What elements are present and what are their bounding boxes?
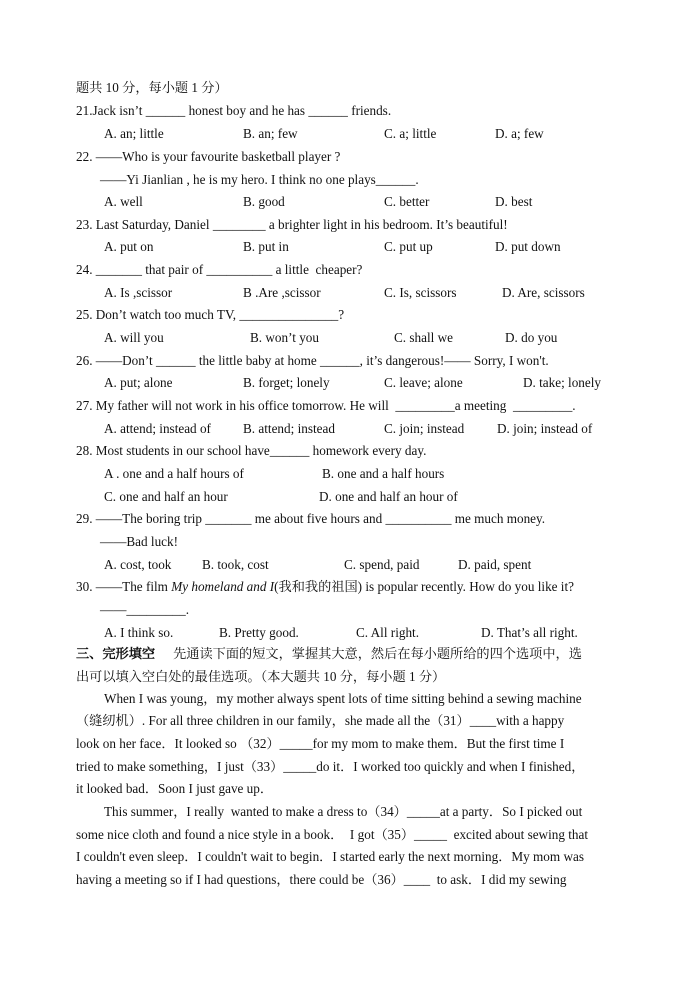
passage-line-6: This summer，I really wanted to make a dress to（34）_____at a party．So I picked out — [104, 804, 583, 819]
q30-option-b: B. Pretty good. — [219, 625, 299, 640]
q22-option-b: B. good — [243, 194, 285, 209]
q27-option-d: D. join; instead of — [497, 421, 593, 436]
q21-option-a: A. an; little — [104, 126, 164, 141]
question-26-stem: 26. ——Don’t ______ the little baby at home ______, it’s dangerous!—— Sorry, I won't. — [76, 353, 549, 368]
q25-option-c: C. shall we — [394, 330, 453, 345]
question-21-stem: 21.Jack isn’t ______ honest boy and he has ______ friends. — [76, 103, 392, 118]
q25-option-d: D. do you — [505, 330, 558, 345]
q24-option-c: C. Is, scissors — [384, 285, 457, 300]
passage-line-8: I couldn't even sleep．I couldn't wait to begin．I started early the next morning．My mom was — [76, 849, 584, 864]
q30-option-d: D. That’s all right. — [481, 625, 578, 640]
q25-option-b: B. won’t you — [250, 330, 319, 345]
q26-option-a: A. put; alone — [104, 375, 173, 390]
passage-line-4: tried to make something，I just（33）_____do it．I worked too quickly and when I finished， — [76, 759, 585, 774]
q29-option-d: D. paid, spent — [458, 557, 532, 572]
passage-line-3: look on her face．It looked so （32）_____for my mom to make them．But the first time I — [76, 736, 565, 751]
section-3-instruction-2: 出可以填入空白处的最佳选项。（本大题共 10 分，每小题 1 分） — [76, 669, 446, 684]
q28-option-d: D. one and half an hour of — [319, 489, 458, 504]
passage-line-5: it looked bad．Soon I just gave up． — [76, 781, 274, 796]
section-3-title: 三、完形填空 — [76, 646, 156, 661]
q23-option-a: A. put on — [104, 239, 154, 254]
question-30-reply: ——_________. — [100, 602, 190, 617]
passage-line-9: having a meeting so if I had questions，there could be（36）____ to ask．I did my sewing — [76, 872, 567, 887]
question-23-stem: 23. Last Saturday, Daniel ________ a brighter light in his bedroom. It’s beautiful! — [76, 217, 508, 232]
question-22-reply: ——Yi Jianlian , he is my hero. I think no one plays______. — [100, 172, 419, 187]
question-29-stem: 29. ——The boring trip _______ me about five hours and __________ me much money. — [76, 511, 546, 526]
q30-stem-prefix: 30. ——The film — [76, 579, 172, 594]
passage-line-7: some nice cloth and found a nice style in a book． I got（35）_____ excited about sewing that — [76, 827, 589, 842]
q21-option-c: C. a; little — [384, 126, 437, 141]
question-25-stem: 25. Don’t watch too much TV, _______________? — [76, 307, 345, 322]
q21-option-d: D. a; few — [495, 126, 544, 141]
q28-option-a: A . one and a half hours of — [104, 466, 244, 481]
passage-line-2: （缝纫机）. For all three children in our family，she made all the（31）____with a happy — [76, 713, 565, 728]
question-22-stem: 22. ——Who is your favourite basketball player ? — [76, 149, 341, 164]
q23-option-b: B. put in — [243, 239, 289, 254]
q22-option-d: D. best — [495, 194, 533, 209]
q23-option-c: C. put up — [384, 239, 433, 254]
question-24-stem: 24. _______ that pair of __________ a little cheaper? — [76, 262, 363, 277]
q26-option-c: C. leave; alone — [384, 375, 463, 390]
q24-option-b: B .Are ,scissor — [243, 285, 321, 300]
q27-option-c: C. join; instead — [384, 421, 465, 436]
q21-option-b: B. an; few — [243, 126, 298, 141]
q26-option-d: D. take; lonely — [523, 375, 602, 390]
q29-option-b: B. took, cost — [202, 557, 269, 572]
header-note: 题共 10 分，每小题 1 分） — [76, 80, 228, 95]
q22-option-c: C. better — [384, 194, 430, 209]
section-3-heading — [76, 646, 582, 662]
q29-option-a: A. cost, took — [104, 557, 172, 572]
q26-option-b: B. forget; lonely — [243, 375, 330, 390]
section-3-instruction-1: 先通读下面的短文，掌握其大意，然后在每小题所给的四个选项中，选 — [173, 646, 582, 661]
q25-option-a: A. will you — [104, 330, 164, 345]
q30-stem-suffix: (我和我的祖国) is popular recently. How do you like it? — [274, 579, 574, 594]
question-28-stem: 28. Most students in our school have______ homework every day. — [76, 443, 427, 458]
passage-line-1: When I was young，my mother always spent lots of time sitting behind a sewing machine — [104, 691, 582, 706]
q24-option-d: D. Are, scissors — [502, 285, 585, 300]
question-27-stem: 27. My father will not work in his office tomorrow. He will _________a meeting _________. — [76, 398, 576, 413]
q27-option-a: A. attend; instead of — [104, 421, 211, 436]
q29-option-c: C. spend, paid — [344, 557, 420, 572]
question-29-reply: ——Bad luck! — [100, 534, 179, 549]
q28-option-b: B. one and a half hours — [322, 466, 445, 481]
q27-option-b: B. attend; instead — [243, 421, 335, 436]
q24-option-a: A. Is ,scissor — [104, 285, 173, 300]
q23-option-d: D. put down — [495, 239, 561, 254]
q30-option-a: A. I think so. — [104, 625, 174, 640]
q30-option-c: C. All right. — [356, 625, 420, 640]
q30-film-title: My homeland and I — [171, 579, 275, 594]
question-30-stem — [76, 579, 574, 595]
q22-option-a: A. well — [104, 194, 143, 209]
q28-option-c: C. one and half an hour — [104, 489, 228, 504]
